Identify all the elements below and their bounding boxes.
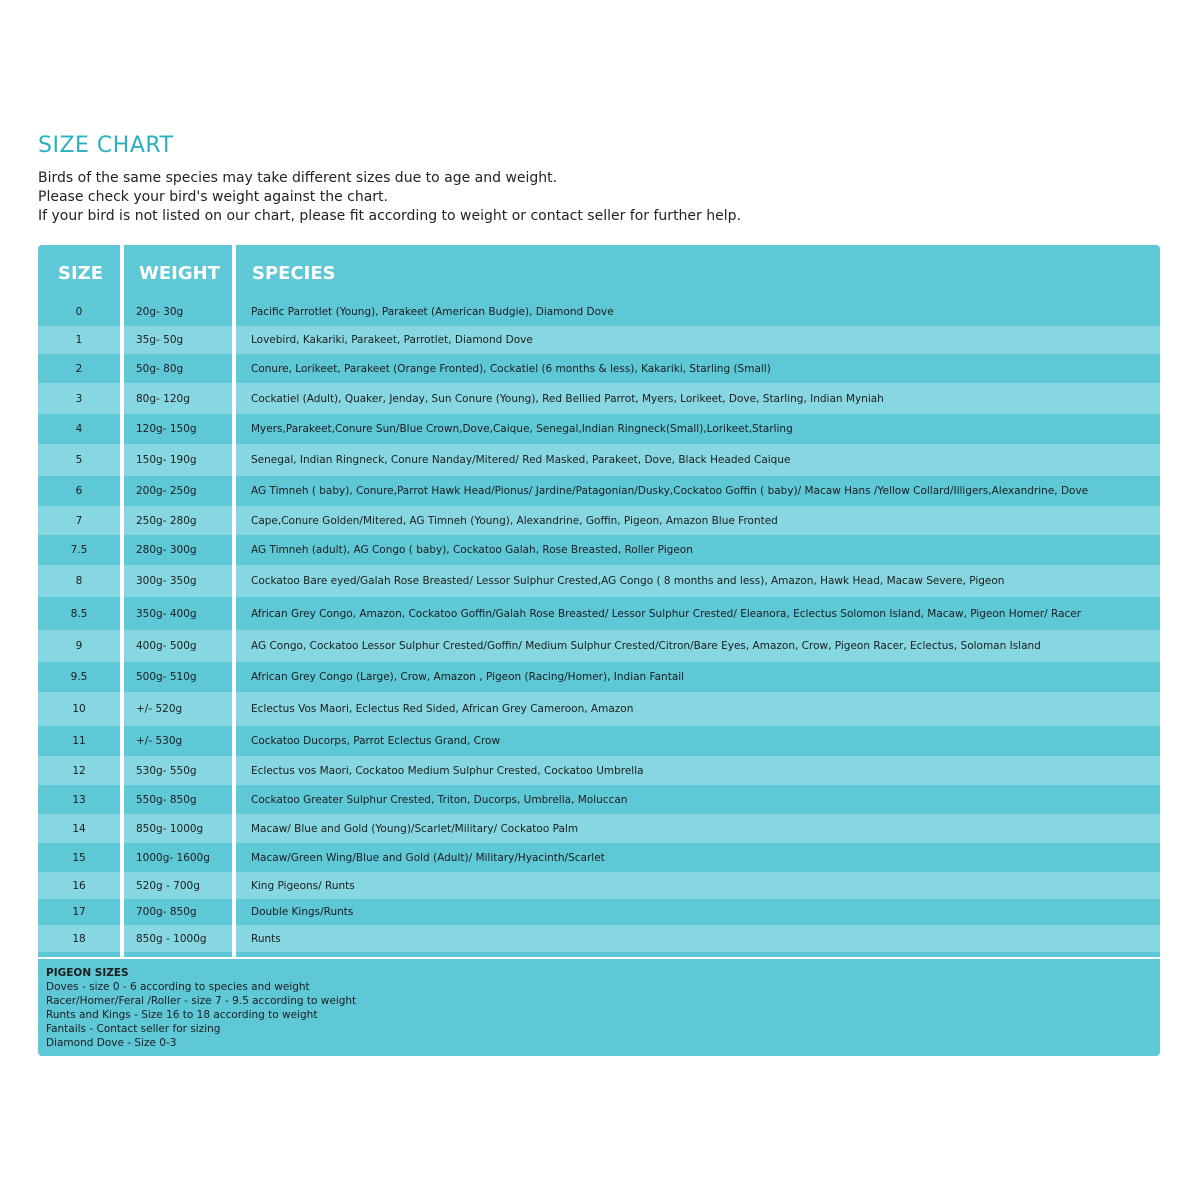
cell-species: AG Timneh ( baby), Conure,Parrot Hawk Head/Pionus/ Jardine/Patagonian/Dusky,Cockatoo Goffin ( baby)/ Macaw Hans /Yellow Collard/Illigers,Alexandrine, Dove [251,485,1089,497]
intro-text [38,169,741,226]
cell-species: Eclectus Vos Maori, Eclectus Red Sided, African Grey Cameroon, Amazon [251,703,634,715]
table-row [38,726,1160,756]
cell-weight: 250g- 280g [136,514,197,527]
table-body [38,297,1160,952]
cell-size: 2 [75,362,83,375]
cell-weight: 150g- 190g [136,454,197,466]
table-row [38,785,1160,814]
cell-size: 16 [72,879,86,892]
cell-size: 8.5 [70,607,88,620]
table-row [38,535,1160,565]
cell-weight: 850g - 1000g [136,932,207,945]
cell-weight: 400g- 500g [136,640,197,652]
column-divider [232,245,236,957]
cell-size: 10 [72,703,86,715]
table-row [38,414,1160,444]
cell-weight: 50g- 80g [136,362,184,375]
cell-size: 1 [75,334,83,346]
notes-line: Diamond Dove - Size 0-3 [46,1037,177,1049]
cell-species: Cockatoo Ducorps, Parrot Eclectus Grand, Crow [251,735,501,747]
cell-species: AG Timneh (adult), AG Congo ( baby), Cockatoo Galah, Rose Breasted, Roller Pigeon [251,544,693,556]
table-row [38,597,1160,630]
table-row [38,476,1160,506]
cell-weight: 850g- 1000g [136,822,204,835]
table-row [38,756,1160,785]
cell-size: 5 [75,454,83,466]
notes-title: PIGEON SIZES [46,967,129,979]
cell-species: Cape,Conure Golden/Mitered, AG Timneh (Young), Alexandrine, Goffin, Pigeon, Amazon Blue Fronted [251,514,778,527]
table-row [38,326,1160,354]
cell-species: Macaw/Green Wing/Blue and Gold (Adult)/ Military/Hyacinth/Scarlet [251,851,605,864]
cell-size: 9 [75,640,83,652]
cell-species: Myers,Parakeet,Conure Sun/Blue Crown,Dove,Caique, Senegal,Indian Ringneck(Small),Lorikeet,Starling [251,423,793,435]
cell-size: 11 [72,735,86,747]
cell-weight: 200g- 250g [136,485,197,497]
cell-weight: 500g- 510g [136,671,197,683]
cell-weight: +/- 530g [136,735,183,747]
pigeon-sizes-notes [38,959,1160,1056]
notes-line: Doves - size 0 - 6 according to species and weight [46,981,310,993]
cell-weight: +/- 520g [136,703,183,715]
cell-species: Senegal, Indian Ringneck, Conure Nanday/Mitered/ Red Masked, Parakeet, Dove, Black Headed Caique [251,454,791,466]
cell-species: King Pigeons/ Runts [251,879,355,892]
table-row [38,899,1160,925]
cell-species: Eclectus vos Maori, Cockatoo Medium Sulphur Crested, Cockatoo Umbrella [251,764,644,777]
cell-species: Lovebird, Kakariki, Parakeet, Parrotlet, Diamond Dove [251,334,533,346]
table-row [38,565,1160,597]
cell-species: Macaw/ Blue and Gold (Young)/Scarlet/Military/ Cockatoo Palm [251,822,579,835]
header-species: SPECIES [252,263,336,284]
cell-weight: 20g- 30g [136,305,184,318]
table-row [38,444,1160,476]
cell-species: Pacific Parrotlet (Young), Parakeet (American Budgie), Diamond Dove [251,305,614,318]
cell-size: 7.5 [70,544,88,556]
table-row [38,383,1160,414]
cell-weight: 550g- 850g [136,793,197,806]
cell-size: 13 [72,793,86,806]
cell-species: African Grey Congo, Amazon, Cockatoo Goffin/Galah Rose Breasted/ Lessor Sulphur Crested/ Eleanora, Eclectus Solomon Island, Macaw, Pigeon Homer/ Racer [251,607,1082,620]
cell-weight: 700g- 850g [136,906,197,918]
size-chart-table [38,245,1160,957]
cell-size: 6 [75,485,83,497]
intro-line: Birds of the same species may take different sizes due to age and weight. [38,170,558,186]
page-title: SIZE CHART [38,133,174,158]
cell-weight: 280g- 300g [136,544,197,556]
cell-species: Double Kings/Runts [251,906,354,918]
cell-species: Runts [251,932,281,945]
cell-size: 15 [72,851,86,864]
notes-line: Racer/Homer/Feral /Roller - size 7 - 9.5 according to weight [46,995,357,1007]
table-row [38,662,1160,692]
cell-weight: 1000g- 1600g [136,851,210,864]
table-header [38,245,1160,297]
table-row [38,872,1160,899]
cell-size: 14 [72,822,86,835]
cell-weight: 530g- 550g [136,764,197,777]
table-row [38,354,1160,383]
cell-size: 18 [72,932,86,945]
notes-line: Fantails - Contact seller for sizing [46,1023,221,1035]
cell-size: 17 [72,906,86,918]
table-row [38,814,1160,843]
header-size: SIZE [58,263,104,284]
cell-species: Cockatiel (Adult), Quaker, Jenday, Sun Conure (Young), Red Bellied Parrot, Myers, Lorikeet, Dove, Starling, Indian Myniah [251,392,884,405]
table-row [38,692,1160,726]
cell-species: Conure, Lorikeet, Parakeet (Orange Fronted), Cockatiel (6 months & less), Kakariki, Starling (Small) [251,362,771,375]
cell-weight: 350g- 400g [136,607,197,620]
cell-species: African Grey Congo (Large), Crow, Amazon , Pigeon (Racing/Homer), Indian Fantail [251,671,685,683]
cell-weight: 120g- 150g [136,423,197,435]
cell-size: 9.5 [70,671,88,683]
table-row [38,843,1160,872]
intro-line: If your bird is not listed on our chart, please fit according to weight or contact seller for further help. [38,208,741,224]
cell-species: Cockatoo Bare eyed/Galah Rose Breasted/ Lessor Sulphur Crested,AG Congo ( 8 months and less), Amazon, Hawk Head, Macaw Severe, Pigeon [251,575,1005,587]
cell-weight: 80g- 120g [136,392,190,405]
cell-weight: 35g- 50g [136,334,184,346]
cell-size: 7 [75,514,83,527]
cell-weight: 300g- 350g [136,575,197,587]
cell-size: 8 [75,575,83,587]
cell-size: 3 [75,392,83,405]
cell-weight: 520g - 700g [136,879,200,892]
cell-size: 12 [72,764,86,777]
intro-line: Please check your bird's weight against the chart. [38,189,388,205]
table-row [38,297,1160,326]
notes-line: Runts and Kings - Size 16 to 18 according to weight [46,1009,318,1021]
table-row [38,925,1160,952]
cell-size: 4 [75,423,83,435]
cell-size: 0 [75,305,83,318]
table-row [38,630,1160,662]
cell-species: AG Congo, Cockatoo Lessor Sulphur Crested/Goffin/ Medium Sulphur Crested/Citron/Bare Eyes, Amazon, Crow, Pigeon Racer, Eclectus, Soloman Island [251,640,1041,652]
header-weight: WEIGHT [139,263,220,284]
table-row [38,506,1160,535]
cell-species: Cockatoo Greater Sulphur Crested, Triton, Ducorps, Umbrella, Moluccan [251,793,628,806]
column-divider [120,245,124,957]
